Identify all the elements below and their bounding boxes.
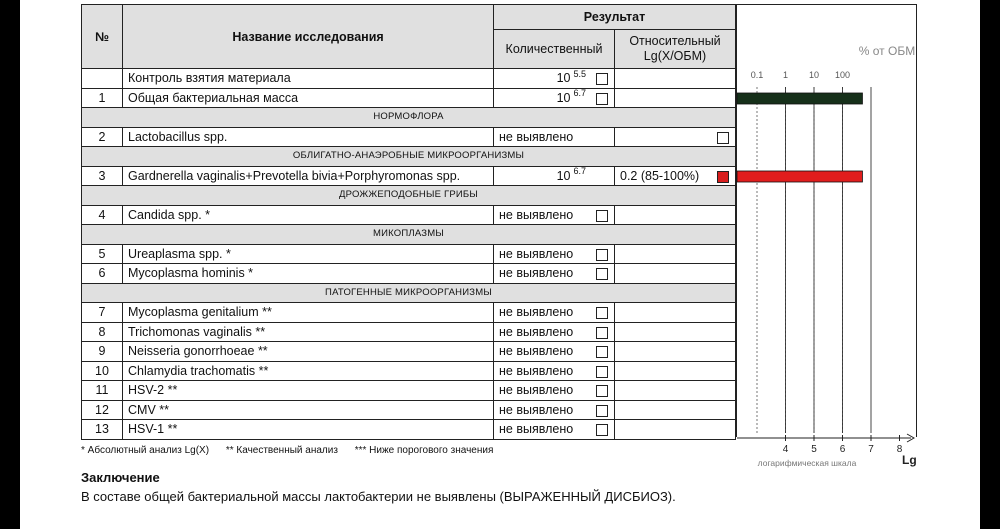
header-relative <box>615 30 736 69</box>
result-checkbox <box>596 268 608 280</box>
quantitative-cell <box>494 88 615 108</box>
quantity-exponent: 5.5 <box>573 68 586 79</box>
result-checkbox <box>717 171 729 183</box>
footnote-2: ** Качественный анализ <box>225 445 338 456</box>
footnote-3: *** Ниже порогового значения <box>354 445 494 456</box>
relative-value: 0.2 (85-100%) <box>620 168 700 183</box>
row-number: 4 <box>82 205 123 225</box>
table-row <box>82 400 736 420</box>
row-number: 11 <box>82 381 123 401</box>
result-checkbox <box>717 132 729 144</box>
quantity-exponent: 6.7 <box>573 166 586 177</box>
test-name: Chlamydia trachomatis ** <box>123 361 494 381</box>
result-checkbox <box>596 366 608 378</box>
table-row <box>82 381 736 401</box>
axis-label-lg: Lg <box>902 453 917 467</box>
test-name: Trichomonas vaginalis ** <box>123 322 494 342</box>
relative-cell <box>615 322 736 342</box>
section-label: ДРОЖЖЕПОДОБНЫЕ ГРИБЫ <box>82 186 736 206</box>
quantitative-cell <box>494 361 615 381</box>
quantitative-cell <box>494 322 615 342</box>
test-name: Mycoplasma hominis * <box>123 264 494 284</box>
table-row <box>82 166 736 186</box>
relative-cell <box>615 420 736 440</box>
result-checkbox <box>596 424 608 436</box>
header-quantitative: Количественный <box>494 30 615 69</box>
table-row <box>82 303 736 323</box>
result-checkbox <box>596 307 608 319</box>
quantitative-cell <box>494 166 615 186</box>
relative-cell <box>615 205 736 225</box>
test-name: HSV-2 ** <box>123 381 494 401</box>
section-row <box>82 225 736 245</box>
section-label: ОБЛИГАТНО-АНАЭРОБНЫЕ МИКРООРГАНИЗМЫ <box>82 147 736 167</box>
row-number: 1 <box>82 88 123 108</box>
row-number: 6 <box>82 264 123 284</box>
row-number: 7 <box>82 303 123 323</box>
footnotes <box>81 445 507 456</box>
test-name: Lactobacillus spp. <box>123 127 494 147</box>
quantity-text: не выявлено <box>499 344 574 359</box>
test-name: Контроль взятия материала <box>123 69 494 89</box>
section-label: НОРМОФЛОРА <box>82 108 736 128</box>
result-checkbox <box>596 346 608 358</box>
quantity-base: 10 <box>556 168 571 183</box>
header-num: № <box>82 5 123 69</box>
quantitative-cell <box>494 342 615 362</box>
row-number: 5 <box>82 244 123 264</box>
quantitative-cell <box>494 127 615 147</box>
section-label: ПАТОГЕННЫЕ МИКРООРГАНИЗМЫ <box>82 283 736 303</box>
quantity-text: не выявлено <box>499 207 574 222</box>
top-tick-label: 100 <box>834 70 851 80</box>
bar <box>737 93 862 104</box>
top-tick-label: 10 <box>808 70 820 80</box>
header-name: Название исследования <box>123 5 494 69</box>
quantitative-cell <box>494 69 615 89</box>
table-row <box>82 244 736 264</box>
quantity-text: не выявлено <box>499 305 574 320</box>
result-checkbox <box>596 327 608 339</box>
relative-cell <box>615 303 736 323</box>
quantitative-cell <box>494 264 615 284</box>
chart-title: % от ОБМ <box>858 44 916 58</box>
table-row <box>82 127 736 147</box>
section-row <box>82 186 736 206</box>
test-name: CMV ** <box>123 400 494 420</box>
quantitative-cell <box>494 381 615 401</box>
conclusion-title: Заключение <box>81 470 160 485</box>
test-name: Gardnerella vaginalis+Prevotella bivia+Porphyromonas spp. <box>123 166 494 186</box>
log-scale-chart <box>736 4 917 468</box>
row-number: 8 <box>82 322 123 342</box>
quantitative-cell <box>494 303 615 323</box>
test-name: Общая бактериальная масса <box>123 88 494 108</box>
quantitative-cell <box>494 420 615 440</box>
quantity-base: 10 <box>556 71 571 85</box>
result-checkbox <box>596 249 608 261</box>
quantity-value <box>557 167 586 185</box>
relative-cell <box>615 381 736 401</box>
relative-cell <box>615 166 736 186</box>
table-row <box>82 342 736 362</box>
section-label: МИКОПЛАЗМЫ <box>82 225 736 245</box>
relative-cell <box>615 69 736 89</box>
bar <box>737 171 862 182</box>
quantitative-cell <box>494 400 615 420</box>
row-number: 10 <box>82 361 123 381</box>
quantity-text: не выявлено <box>499 422 574 437</box>
top-tick-label: 0.1 <box>750 70 764 80</box>
result-checkbox <box>596 73 608 85</box>
quantitative-cell <box>494 244 615 264</box>
section-row <box>82 147 736 167</box>
table-row <box>82 420 736 440</box>
header-result: Результат <box>494 5 736 30</box>
table-row <box>82 264 736 284</box>
row-number: 2 <box>82 127 123 147</box>
header-relative-line1: Относительный <box>629 34 721 48</box>
quantity-text: не выявлено <box>499 324 574 339</box>
report-page <box>20 0 980 529</box>
relative-cell <box>615 244 736 264</box>
relative-cell <box>615 361 736 381</box>
quantity-text: не выявлено <box>499 383 574 398</box>
test-name: Ureaplasma spp. * <box>123 244 494 264</box>
bottom-tick-label: 8 <box>896 444 903 455</box>
quantity-exponent: 6.7 <box>573 88 586 99</box>
bottom-tick-label: 7 <box>868 444 874 455</box>
table-row <box>82 69 736 89</box>
row-number: 12 <box>82 400 123 420</box>
x-axis-label: логарифмическая шкала <box>757 458 857 468</box>
test-name: Neisseria gonorrhoeae ** <box>123 342 494 362</box>
relative-cell <box>615 264 736 284</box>
quantity-value <box>557 69 586 87</box>
test-name: HSV-1 ** <box>123 420 494 440</box>
table-row <box>82 322 736 342</box>
section-row <box>82 283 736 303</box>
row-number: 3 <box>82 166 123 186</box>
table-row <box>82 361 736 381</box>
header-relative-line2: Lg(X/ОБМ) <box>643 49 707 63</box>
relative-cell <box>615 127 736 147</box>
test-name: Mycoplasma genitalium ** <box>123 303 494 323</box>
conclusion-text: В составе общей бактериальной массы лактобактерии не выявлены (ВЫРАЖЕННЫЙ ДИСБИОЗ). <box>81 489 676 504</box>
row-number: 9 <box>82 342 123 362</box>
quantity-text: не выявлено <box>499 363 574 378</box>
section-row <box>82 108 736 128</box>
relative-cell <box>615 88 736 108</box>
quantity-text: не выявлено <box>499 129 574 144</box>
relative-cell <box>615 400 736 420</box>
row-number <box>82 69 123 89</box>
bottom-tick-label: 5 <box>811 444 817 455</box>
test-name: Candida spp. * <box>123 205 494 225</box>
result-checkbox <box>596 210 608 222</box>
result-checkbox <box>596 405 608 417</box>
footnote-1: * Абсолютный анализ Lg(X) <box>81 445 210 456</box>
result-checkbox <box>596 93 608 105</box>
result-checkbox <box>596 385 608 397</box>
quantity-value <box>557 89 586 107</box>
table-row <box>82 205 736 225</box>
quantity-text: не выявлено <box>499 266 574 281</box>
bottom-tick-label: 4 <box>782 444 789 455</box>
relative-cell <box>615 342 736 362</box>
top-tick-label: 1 <box>782 70 789 80</box>
quantitative-cell <box>494 205 615 225</box>
quantity-text: не выявлено <box>499 402 574 417</box>
quantity-text: не выявлено <box>499 246 574 261</box>
results-table <box>81 4 736 440</box>
bottom-tick-label: 6 <box>839 444 846 455</box>
table-row <box>82 88 736 108</box>
quantity-base: 10 <box>556 90 571 105</box>
row-number: 13 <box>82 420 123 440</box>
